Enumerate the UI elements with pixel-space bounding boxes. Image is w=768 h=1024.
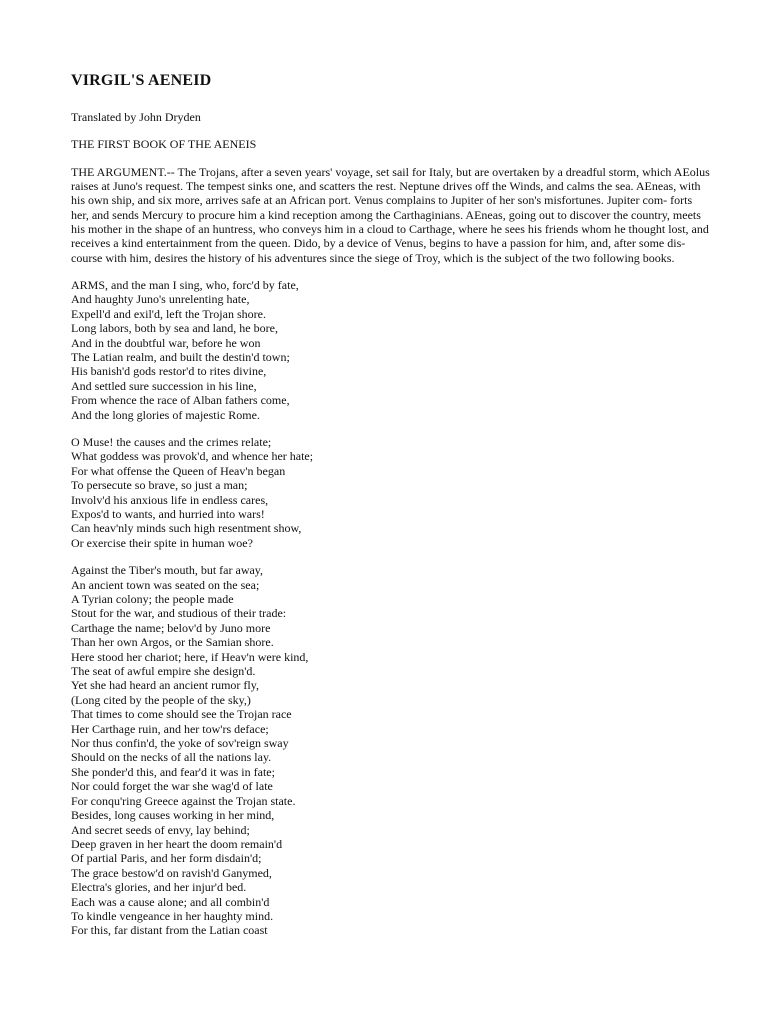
verse-line: Nor thus confin'd, the yoke of sov'reign sway xyxy=(71,736,289,751)
verse-line: And in the doubtful war, before he won xyxy=(71,335,261,350)
stanza-3 xyxy=(71,563,711,938)
verse-line: To persecute so brave, so just a man; xyxy=(71,478,248,493)
verse-line: Besides, long causes working in her mind, xyxy=(71,808,275,823)
verse-line: Stout for the war, and studious of their trade: xyxy=(71,606,287,621)
verse-line: An ancient town was seated on the sea; xyxy=(71,577,260,592)
verse-line: Electra's glories, and her injur'd bed. xyxy=(71,880,247,895)
verse-line: Yet she had heard an ancient rumor fly, xyxy=(71,678,259,693)
verse-line: Nor could forget the war she wag'd of late xyxy=(71,779,273,794)
verse-line: Carthage the name; belov'd by Juno more xyxy=(71,620,271,635)
verse-line: O Muse! the causes and the crimes relate; xyxy=(71,434,272,449)
document-page xyxy=(71,72,711,951)
stanza-2 xyxy=(71,435,711,550)
verse-line: Can heav'nly minds such high resentment show, xyxy=(71,521,302,536)
verse-line: For this, far distant from the Latian coast xyxy=(71,923,268,938)
verse-line: For what offense the Queen of Heav'n began xyxy=(71,463,286,478)
verse-line: The seat of awful empire she design'd. xyxy=(71,664,256,679)
verse-line: A Tyrian colony; the people made xyxy=(71,592,234,607)
verse-line: Her Carthage ruin, and her tow'rs deface; xyxy=(71,721,269,736)
verse-line: (Long cited by the people of the sky,) xyxy=(71,692,251,707)
verse-line: And settled sure succession in his line, xyxy=(71,378,257,393)
document-title: VIRGIL'S AENEID xyxy=(71,72,212,89)
verse-line: That times to come should see the Trojan race xyxy=(71,707,292,722)
book-heading: THE FIRST BOOK OF THE AENEIS xyxy=(71,137,257,152)
verse-line: Expell'd and exil'd, left the Trojan shore. xyxy=(71,306,266,321)
verse-line: Involv'd his anxious life in endless cares, xyxy=(71,492,269,507)
verse-line: What goddess was provok'd, and whence her hate; xyxy=(71,449,314,464)
verse-line: And haughty Juno's unrelenting hate, xyxy=(71,292,250,307)
verse-line: Or exercise their spite in human woe? xyxy=(71,535,253,550)
verse-line: Of partial Paris, and her form disdain'd; xyxy=(71,851,262,866)
verse-line: Each was a cause alone; and all combin'd xyxy=(71,894,270,909)
verse-line: And the long glories of majestic Rome. xyxy=(71,407,260,422)
verse-line: Than her own Argos, or the Samian shore. xyxy=(71,635,274,650)
verse-line: And secret seeds of envy, lay behind; xyxy=(71,822,250,837)
verse-line: ARMS, and the man I sing, who, forc'd by fate, xyxy=(71,277,299,292)
argument-paragraph: THE ARGUMENT.-- The Trojans, after a seven years' voyage, set sail for Italy, but are overtaken by a dreadful storm, which AEolus raises at Juno's request. The tempest sinks one, and scatters the rest. Neptune drives off the Winds, and calms the sea. AEneas, with his own ship, and six more, arrives safe at an African port. Venus complains to Jupiter of her son's misfortunes. Jupiter com- forts her, and sends Mercury to procure him a kind reception among the Carthaginians. AEneas, going out to discover the country, meets his mother in the shape of an huntress, who conveys him in a cloud to Carthage, where he sees his friends whom he thought lost, and receives a kind entertainment from the queen. Dido, by a device of Venus, begins to have a passion for him, and, after some dis- course with him, desires the history of his adventures since the siege of Troy, which is the subject of the two following books. xyxy=(71,164,710,265)
verse-line: From whence the race of Alban fathers come, xyxy=(71,393,290,408)
verse-line: For conqu'ring Greece against the Trojan state. xyxy=(71,793,296,808)
verse-line: The Latian realm, and built the destin'd town; xyxy=(71,349,290,364)
stanza-1 xyxy=(71,278,711,422)
translator-credit: Translated by John Dryden xyxy=(71,110,201,124)
verse-line: She ponder'd this, and fear'd it was in fate; xyxy=(71,764,275,779)
verse-line: To kindle vengeance in her haughty mind. xyxy=(71,908,274,923)
verse-line: Expos'd to wants, and hurried into wars! xyxy=(71,506,265,521)
verse-line: Long labors, both by sea and land, he bore, xyxy=(71,321,278,336)
verse-line: Against the Tiber's mouth, but far away, xyxy=(71,563,264,578)
verse-line: Here stood her chariot; here, if Heav'n were kind, xyxy=(71,649,309,664)
verse-line: The grace bestow'd on ravish'd Ganymed, xyxy=(71,865,272,880)
verse-line: Should on the necks of all the nations lay. xyxy=(71,750,272,765)
verse-line: Deep graven in her heart the doom remain'd xyxy=(71,836,283,851)
verse-line: His banish'd gods restor'd to rites divine, xyxy=(71,364,267,379)
